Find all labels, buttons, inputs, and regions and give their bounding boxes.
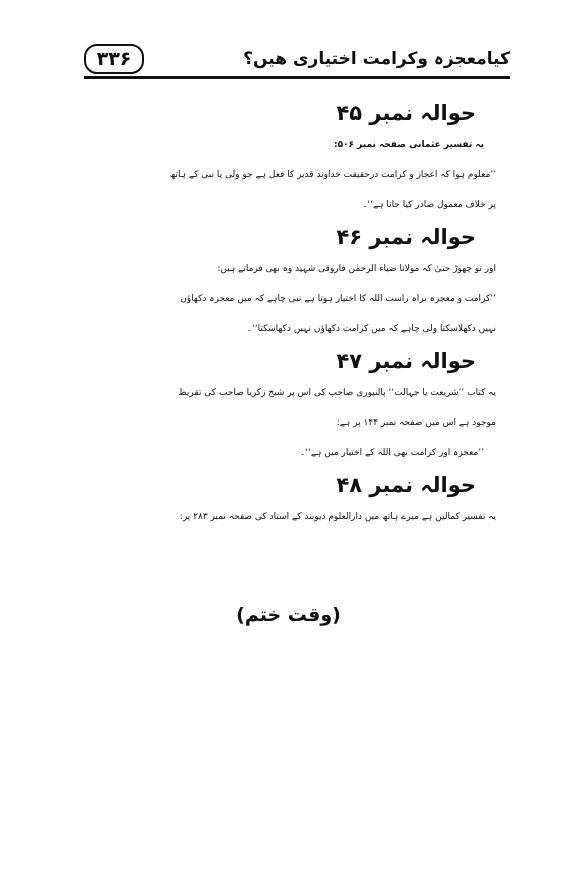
source-line: یہ تفسیر عثمانی صفحہ نمبر ۵۰۶: — [333, 140, 484, 150]
body-line: یہ کتاب ’’شریعت یا جہالت‘‘ پالنپوری صاحب کی اس پر شیخ زکریا صاحب کی تقریظ — [178, 388, 496, 398]
body-line: موجود ہے اس میں صفحہ نمبر ۱۴۴ پر ہے: — [336, 418, 496, 428]
reference-heading: حوالہ نمبر ۴۶ — [336, 225, 476, 249]
quote-line: پر خلاف معمول صادر کیا جاتا ہے‘‘۔ — [361, 200, 496, 210]
end-marker: (وقت ختم) — [236, 604, 341, 626]
page-header — [84, 40, 510, 80]
body-line: اور تو چھوڑ حتیٰ کہ مولانا ضیاء الرحمٰن فاروقی شہید وہ بھی فرماتے ہیں: — [217, 264, 496, 274]
body-line: یہ تفسیر کمالین ہے میرے ہاتھ میں دارالعلوم دیوبند کے استاد کی صفحہ نمبر ۲۸۳ پر: — [179, 512, 496, 522]
running-title: کیامعجزہ وکرامت اختیاری ھیں؟ — [243, 49, 510, 69]
quote-line: نہیں دکھلاسکتا ولی چاہے کہ میں کرامت دکھاؤں نہیں دکھاسکتا‘‘۔ — [246, 324, 496, 334]
quote-line: ’’معجزہ اور کرامت بھی اللہ کے اختیار میں ہے‘‘۔ — [299, 448, 484, 458]
reference-heading: حوالہ نمبر ۴۵ — [336, 101, 476, 125]
page-number: ۳۳۶ — [84, 44, 144, 74]
header-rule — [84, 76, 510, 79]
quote-line: ’’معلوم ہوا کہ اعجاز و کرامت درحقیقت خداوند قدیر کا فعل ہے جو ولی یا نبی کے ہاتھ — [169, 170, 496, 180]
reference-heading: حوالہ نمبر ۴۷ — [336, 349, 476, 373]
reference-heading: حوالہ نمبر ۴۸ — [336, 473, 476, 497]
quote-line: ’’کرامت و معجزہ براہ راست اللہ کا اختیار ہوتا ہے نبی چاہے کہ میں معجزہ دکھاؤں — [180, 294, 496, 304]
page-body — [78, 96, 496, 532]
